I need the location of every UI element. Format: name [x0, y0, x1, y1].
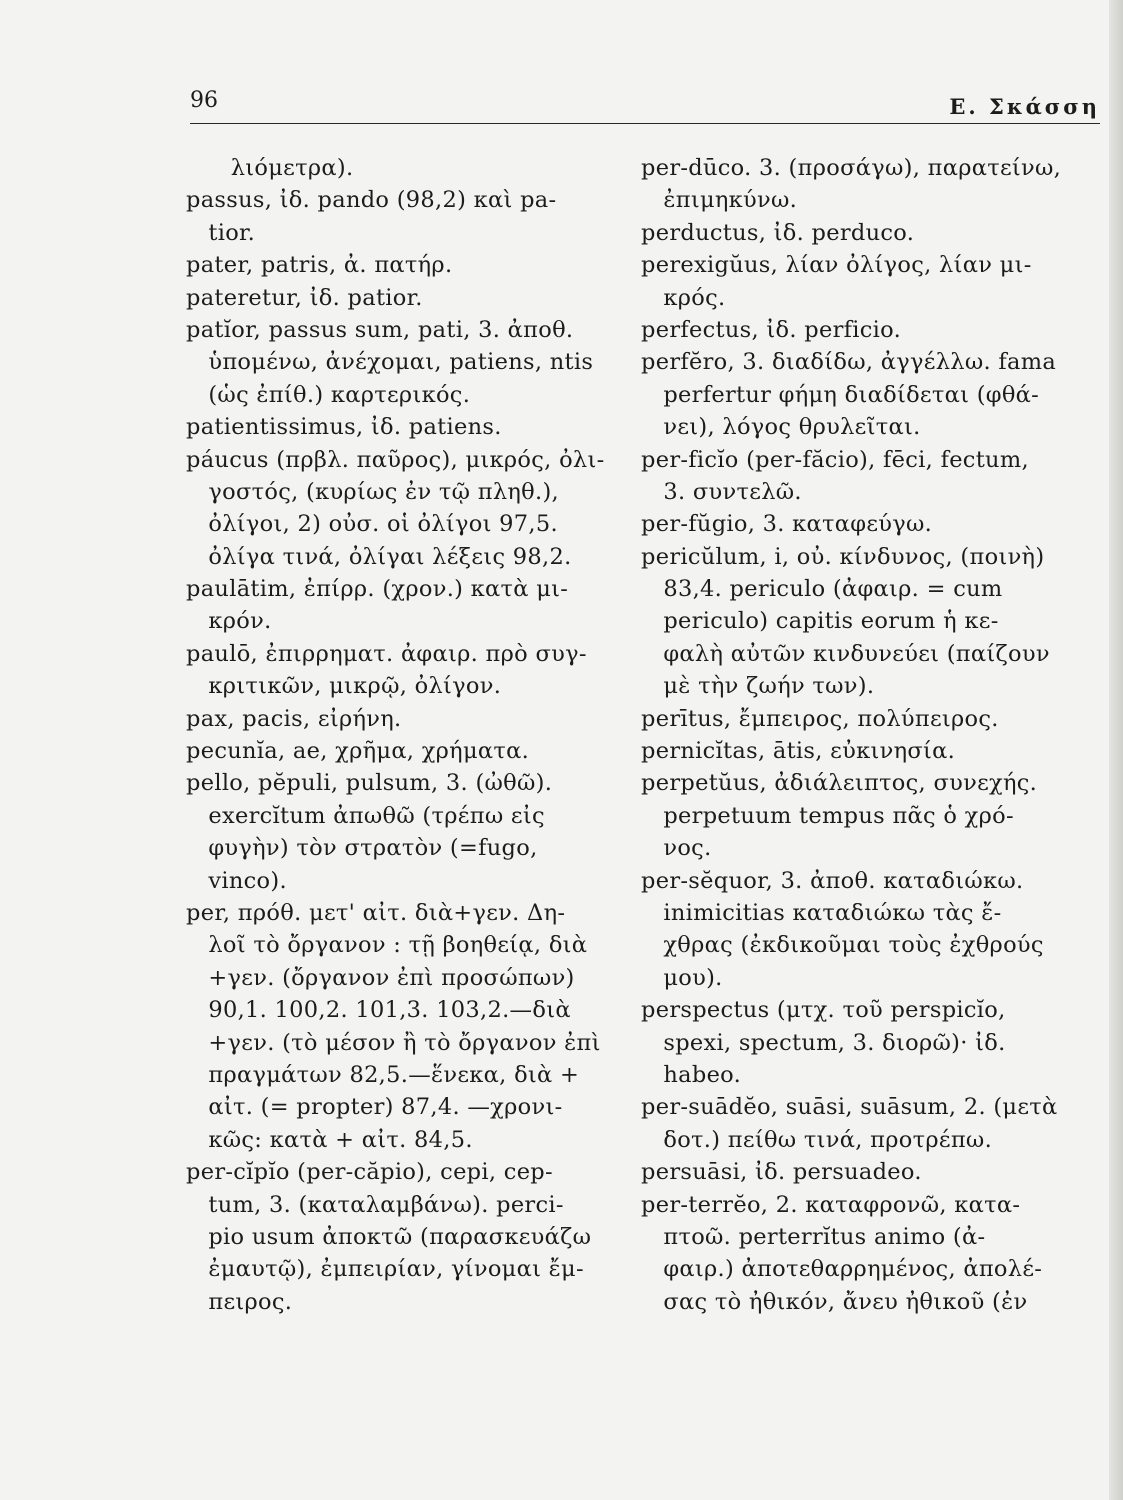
dictionary-line: ὀλίγοι, 2) οὐσ. οἱ ὀλίγοι 97,5.	[186, 511, 558, 538]
dictionary-line: pax, pacis, εἰρήνη.	[186, 705, 402, 732]
dictionary-line: perpetŭus, ἀδιάλειπτος, συνεχής.	[641, 770, 1038, 797]
dictionary-line: πειρος.	[186, 1288, 293, 1315]
dictionary-line: ὀλίγα τινά, ὀλίγαι λέξεις 98,2.	[186, 543, 572, 570]
dictionary-line: perītus, ἔμπειρος, πολύπειρος.	[641, 705, 999, 732]
page-header	[190, 88, 1100, 122]
dictionary-line: tior.	[186, 219, 256, 246]
dictionary-line: per-sĕquor, 3. ἀποθ. καταδιώκω.	[641, 867, 1024, 894]
dictionary-line: perfectus, ἰδ. perficio.	[641, 316, 902, 343]
dictionary-line: πραγμάτων 82,5.—ἕνεκα, διὰ +	[186, 1061, 580, 1088]
dictionary-line: patientissimus, ἰδ. patiens.	[186, 414, 502, 441]
dictionary-line: λοῖ τὸ ὄργανον : τῇ βοηθείᾳ, διὰ	[186, 932, 588, 959]
dictionary-line: perexigŭus, λίαν ὀλίγος, λίαν μι-	[641, 252, 1032, 279]
dictionary-line: exercĭtum ἀπωθῶ (τρέπω εἰς	[186, 802, 545, 829]
dictionary-line: φαιρ.) ἀποτεθαρρημένος, ἀπολέ-	[641, 1256, 1043, 1283]
dictionary-line: 90,1. 100,2. 101,3. 103,2.—διὰ	[186, 997, 571, 1024]
dictionary-line: habeo.	[641, 1061, 742, 1088]
dictionary-line: 83,4. periculo (ἀφαιρ. = cum	[641, 576, 1003, 603]
dictionary-line: χθρας (ἐκδικοῦμαι τοὺς ἐχθρούς	[641, 932, 1044, 959]
dictionary-line: per-ficĭo (per-făcio), fēci, fectum,	[641, 446, 1029, 473]
running-head: Ε. Σκάσση	[949, 94, 1100, 119]
dictionary-line: νος.	[641, 835, 712, 862]
dictionary-line: pello, pĕpuli, pulsum, 3. (ὠθῶ).	[186, 770, 553, 797]
dictionary-line: κῶς: κατὰ + αἰτ. 84,5.	[186, 1126, 473, 1153]
dictionary-line: ἐπιμηκύνω.	[641, 187, 798, 214]
dictionary-line: vinco).	[186, 867, 287, 894]
dictionary-line: per-suādĕo, suāsi, suāsum, 2. (μετὰ	[641, 1094, 1058, 1121]
dictionary-line: αἰτ. (= propter) 87,4. —χρονι-	[186, 1094, 563, 1121]
dictionary-line: perpetuum tempus πᾶς ὁ χρό-	[641, 802, 1014, 829]
dictionary-line: perductus, ἰδ. perduco.	[641, 219, 915, 246]
dictionary-line: patĭor, passus sum, pati, 3. ἀποθ.	[186, 316, 574, 343]
page-edge	[1109, 0, 1123, 1500]
header-rule	[190, 123, 1100, 124]
dictionary-line: pernicĭtas, ātis, εὐκινησία.	[641, 738, 956, 765]
dictionary-line: pio usum ἀποκτῶ (παρασκευάζω	[186, 1223, 592, 1250]
dictionary-line: per-cĭpĭo (per-căpio), cepi, cep-	[186, 1159, 553, 1186]
dictionary-line: per-terrĕo, 2. καταφρονῶ, κατα-	[641, 1191, 1021, 1218]
dictionary-line: δοτ.) πείθω τινά, προτρέπω.	[641, 1126, 993, 1153]
dictionary-line: tum, 3. (καταλαμβάνω). perci-	[186, 1191, 564, 1218]
dictionary-line: πτοῶ. perterrĭtus animo (ἀ-	[641, 1223, 986, 1250]
dictionary-line: páucus (πρβλ. παῦρος), μικρός, ὀλι-	[186, 446, 605, 473]
dictionary-line: +γεν. (ὄργανον ἐπὶ προσώπων)	[186, 964, 575, 991]
page-number: 96	[190, 88, 218, 113]
dictionary-line: ὑπομένω, ἀνέχομαι, patiens, ntis	[186, 349, 594, 376]
dictionary-line: paulō, ἐπιρρηματ. ἀφαιρ. πρὸ συγ-	[186, 640, 587, 667]
dictionary-line: persuāsi, ἰδ. persuadeo.	[641, 1159, 922, 1186]
dictionary-line: γοστός, (κυρίως ἐν τῷ πληθ.),	[186, 478, 559, 505]
dictionary-line: perfertur φήμη διαδίδεται (φθά-	[641, 381, 1040, 408]
dictionary-line: μου).	[641, 964, 723, 991]
left-column	[186, 152, 626, 1318]
dictionary-line: inimicitias καταδιώκω τὰς ἔ-	[641, 899, 1002, 926]
dictionary-line: paulātim, ἐπίρρ. (χρον.) κατὰ μι-	[186, 576, 569, 603]
dictionary-line: passus, ἰδ. pando (98,2) καὶ pa-	[186, 187, 557, 214]
dictionary-line: pater, patris, ἀ. πατήρ.	[186, 252, 453, 279]
dictionary-line: perspectus (μτχ. τοῦ perspicĭo,	[641, 997, 1006, 1024]
dictionary-line: λιόμετρα).	[186, 155, 354, 181]
dictionary-line: νει), λόγος θρυλεῖται.	[641, 414, 921, 441]
dictionary-line: φυγὴν) τὸν στρατὸν (=fugo,	[186, 835, 538, 862]
dictionary-line: pecunĭa, ae, χρῆμα, χρήματα.	[186, 738, 530, 765]
dictionary-line: spexi, spectum, 3. διορῶ)· ἰδ.	[641, 1029, 1006, 1056]
dictionary-line: κρός.	[641, 284, 726, 311]
dictionary-line: pateretur, ἰδ. patior.	[186, 284, 423, 311]
dictionary-line: κρόν.	[186, 608, 272, 635]
dictionary-line: perfĕro, 3. διαδίδω, ἀγγέλλω. fama	[641, 349, 1057, 376]
dictionary-line: φαλὴ αὐτῶν κινδυνεύει (παίζουν	[641, 640, 1050, 667]
dictionary-line: σας τὸ ἠθικόν, ἄνευ ἠθικοῦ (ἐν	[641, 1288, 1028, 1315]
dictionary-line: per, πρόθ. μετ' αἰτ. διὰ+γεν. Δη-	[186, 899, 566, 926]
right-column	[641, 152, 1111, 1318]
dictionary-line: 3. συντελῶ.	[641, 478, 802, 505]
dictionary-line: (ὡς ἐπίθ.) καρτερικός.	[186, 381, 471, 408]
dictionary-line: periculo) capitis eorum ἡ κε-	[641, 608, 999, 635]
dictionary-line: μὲ τὴν ζωήν των).	[641, 673, 875, 700]
dictionary-line: +γεν. (τὸ μέσον ἢ τὸ ὄργανον ἐπὶ	[186, 1029, 601, 1056]
dictionary-line: pericŭlum, i, οὐ. κίνδυνος, (ποινὴ)	[641, 543, 1045, 570]
dictionary-line: per-dūco. 3. (προσάγω), παρατείνω,	[641, 155, 1062, 181]
dictionary-line: κριτικῶν, μικρῷ, ὀλίγον.	[186, 673, 502, 700]
dictionary-line: ἐμαυτῷ), ἐμπειρίαν, γίνομαι ἔμ-	[186, 1256, 584, 1283]
dictionary-line: per-fŭgio, 3. καταφεύγω.	[641, 511, 933, 538]
